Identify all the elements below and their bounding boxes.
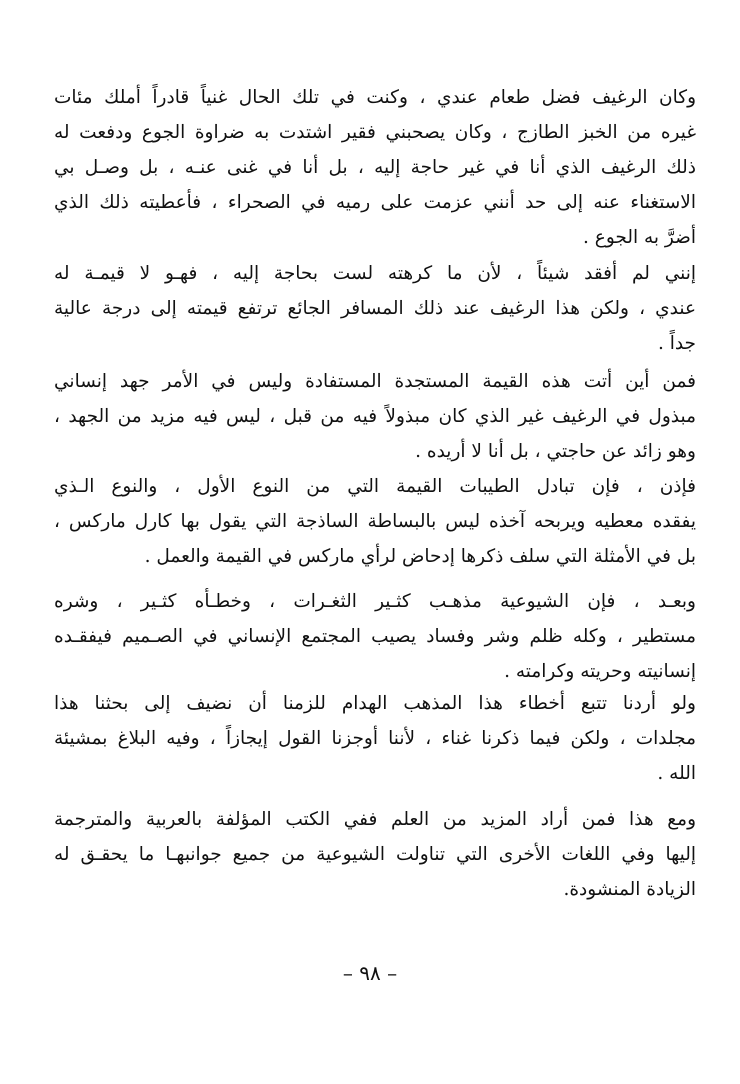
paragraph-1: [54, 80, 696, 255]
paragraph-7: [54, 802, 696, 907]
text-line: الزيادة المنشودة.: [563, 879, 696, 900]
text-line: إنني لم أفقد شيئاً ، لأن ما كرهته لست بحاجة إليه ، فهـو لا قيمـة له: [54, 263, 696, 284]
text-line: الاستغناء عنه إلى حد أنني عزمت على رميه في الصحراء ، فأعطيته ذلك الذي: [54, 192, 696, 213]
paragraph-5: [54, 584, 696, 689]
text-line: ولو أردنا تتبع أخطاء هذا المذهب الهدام للزمنا أن نضيف إلى بحثنا هذا: [54, 693, 696, 714]
text-line: وهو زائد عن حاجتي ، بل أنا لا أريده .: [415, 441, 696, 462]
text-line: إليها وفي اللغات الأخرى التي تناولت الشيوعية من جميع جوانبهـا ما يحقـق له: [54, 844, 696, 865]
text-line: مجلدات ، ولكن فيما ذكرنا غناء ، لأننا أوجزنا القول إيجازاً ، وفيه البلاغ بمشيئة: [54, 728, 696, 749]
text-line: إنسانيته وحريته وكرامته .: [504, 661, 696, 682]
text-line: عندي ، ولكن هذا الرغيف عند ذلك المسافر الجائع ترتفع قيمته إلى درجة عالية: [54, 298, 696, 319]
text-line: ومع هذا فمن أراد المزيد من العلم ففي الكتب المؤلفة بالعربية والمترجمة: [54, 809, 696, 830]
paragraph-4: [54, 469, 696, 574]
text-line: مبذول في الرغيف غير الذي كان مبذولاً فيه من قبل ، ليس فيه مزيد من الجهد ،: [54, 406, 696, 427]
page-number: – ٩٨ –: [342, 961, 398, 985]
paragraph-2: [54, 256, 696, 361]
text-line: جداً .: [657, 333, 696, 354]
text-line: وبعـد ، فإن الشيوعية مذهـب كثـير الثغـرات ، وخطـأه كثـير ، وشره: [54, 591, 696, 612]
text-line: ذلك الرغيف الذي أنا في غير حاجة إليه ، بل أنا في غنى عنـه ، بل وصـل بي: [54, 157, 696, 178]
text-line: وكان الرغيف فضل طعام عندي ، وكنت في تلك الحال غنياً قادراً أملك مئات: [54, 87, 696, 108]
text-line: فمن أين أتت هذه القيمة المستجدة المستفادة وليس في الأمر جهد إنساني: [54, 371, 696, 392]
text-line: غيره من الخبز الطازج ، وكان يصحبني فقير اشتدت به ضراوة الجوع ودفعت له: [54, 122, 696, 143]
text-line: فإذن ، فإن تبادل الطيبات القيمة التي من النوع الأول ، والنوع الـذي: [54, 476, 696, 497]
text-line: يفقده معطيه ويربحه آخذه ليس بالبساطة الساذجة التي يقول بها كارل ماركس ،: [54, 511, 696, 532]
text-line: بل في الأمثلة التي سلف ذكرها إدحاض لرأي ماركس في القيمة والعمل .: [144, 546, 696, 567]
text-line: الله .: [657, 763, 696, 784]
paragraph-6: [54, 686, 696, 791]
text-line: أضرَّ به الجوع .: [583, 227, 696, 248]
paragraph-3: [54, 364, 696, 469]
text-line: مستطير ، وكله ظلم وشر وفساد يصيب المجتمع الإنساني في الصـميم فيفقـده: [54, 626, 696, 647]
